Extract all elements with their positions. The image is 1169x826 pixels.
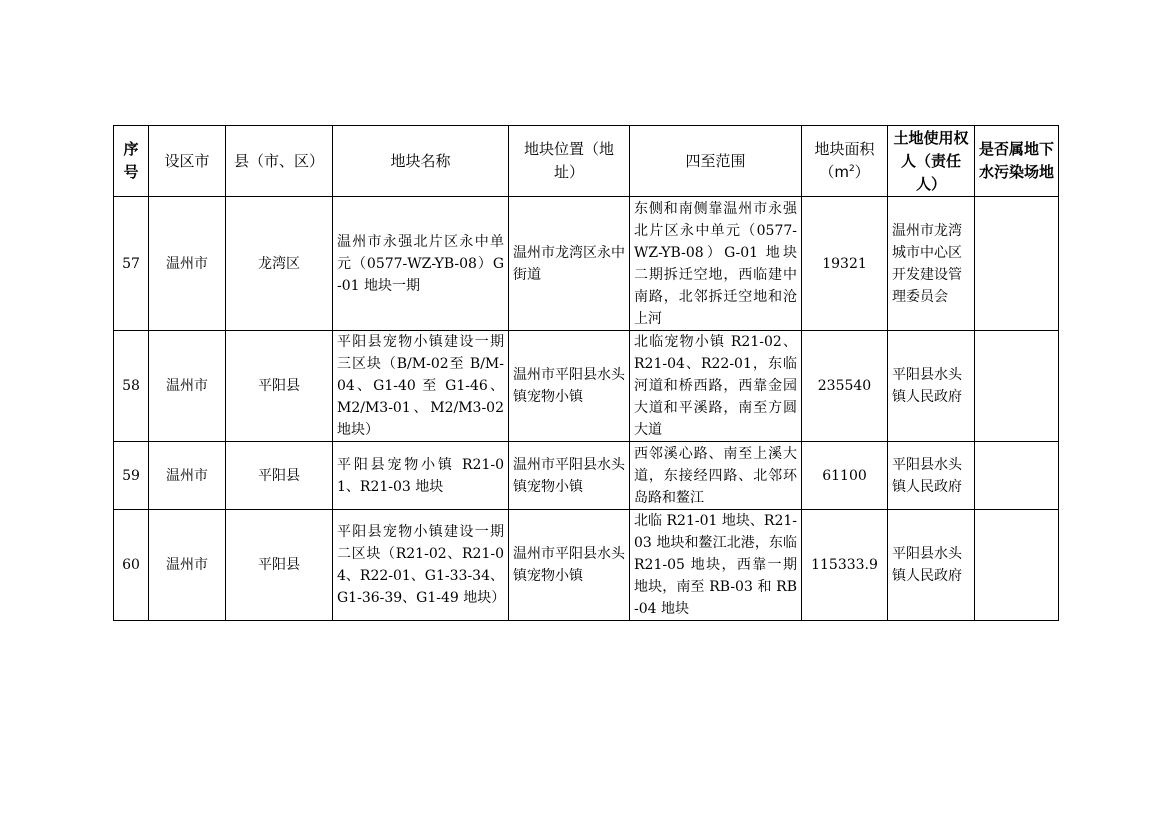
header-county: 县（市、区）	[226, 126, 333, 197]
cell-city: 温州市	[149, 442, 226, 510]
header-area-unit-close: ）	[854, 163, 870, 181]
cell-seq: 60	[114, 510, 149, 621]
cell-plot-location: 温州市龙湾区永中街道	[509, 197, 630, 331]
cell-boundaries: 北临宠物小镇 R21-02、R21-04、R22-01，东临河道和桥西路，西靠金园大道和平溪路，南至方圆大道	[630, 331, 802, 442]
cell-owner: 平阳县水头镇人民政府	[888, 442, 975, 510]
cell-city: 温州市	[149, 510, 226, 621]
cell-plot-location: 温州市平阳县水头镇宠物小镇	[509, 442, 630, 510]
header-seq: 序号	[114, 126, 149, 197]
cell-county: 平阳县	[226, 331, 333, 442]
cell-owner: 平阳县水头镇人民政府	[888, 510, 975, 621]
cell-seq: 59	[114, 442, 149, 510]
header-plot-name: 地块名称	[333, 126, 509, 197]
cell-owner: 平阳县水头镇人民政府	[888, 331, 975, 442]
cell-boundaries: 北临 R21-01 地块、R21-03 地块和鳌江北港，东临 R21-05 地块，西靠一期地块，南至 RB-03 和 RB-04 地块	[630, 510, 802, 621]
cell-boundaries: 东侧和南侧靠温州市永强北片区永中单元（0577-WZ-YB-08）G-01 地块二期拆迁空地，西临建中南路，北邻拆迁空地和沧上河	[630, 197, 802, 331]
header-area	[802, 126, 888, 197]
cell-area: 235540	[802, 331, 888, 442]
table-row	[114, 442, 1059, 510]
cell-city: 温州市	[149, 331, 226, 442]
cell-groundwater	[975, 331, 1059, 442]
cell-city: 温州市	[149, 197, 226, 331]
table-row	[114, 331, 1059, 442]
table-row	[114, 197, 1059, 331]
cell-plot-name: 平阳县宠物小镇 R21-01、R21-03 地块	[333, 442, 509, 510]
cell-county: 龙湾区	[226, 197, 333, 331]
cell-area: 19321	[802, 197, 888, 331]
contaminated-land-table	[113, 125, 1059, 621]
cell-groundwater	[975, 510, 1059, 621]
header-area-unit-open: （m	[819, 163, 849, 181]
cell-county: 平阳县	[226, 510, 333, 621]
cell-plot-name: 温州市永强北片区永中单元（0577-WZ-YB-08）G-01 地块一期	[333, 197, 509, 331]
cell-groundwater	[975, 197, 1059, 331]
table-header-row	[114, 126, 1059, 197]
cell-groundwater	[975, 442, 1059, 510]
header-plot-location: 地块位置（地址）	[509, 126, 630, 197]
table-row	[114, 510, 1059, 621]
cell-area: 115333.9	[802, 510, 888, 621]
header-boundaries: 四至范围	[630, 126, 802, 197]
cell-seq: 57	[114, 197, 149, 331]
cell-boundaries: 西邻溪心路、南至上溪大道，东接经四路、北邻环岛路和鳌江	[630, 442, 802, 510]
header-area-unit-sup: 2	[848, 164, 855, 174]
header-owner: 土地使用权人（责任人）	[888, 126, 975, 197]
header-groundwater: 是否属地下水污染场地	[975, 126, 1059, 197]
cell-owner: 温州市龙湾城市中心区开发建设管理委员会	[888, 197, 975, 331]
cell-plot-location: 温州市平阳县水头镇宠物小镇	[509, 331, 630, 442]
header-city: 设区市	[149, 126, 226, 197]
cell-area: 61100	[802, 442, 888, 510]
cell-plot-location: 温州市平阳县水头镇宠物小镇	[509, 510, 630, 621]
cell-plot-name: 平阳县宠物小镇建设一期三区块（B/M-02至 B/M-04、G1-40 至 G1-46、M2/M3-01、M2/M3-02 地块）	[333, 331, 509, 442]
header-area-label: 地块面积	[814, 140, 875, 158]
cell-county: 平阳县	[226, 442, 333, 510]
cell-plot-name: 平阳县宠物小镇建设一期二区块（R21-02、R21-04、R22-01、G1-33-34、G1-36-39、G1-49 地块）	[333, 510, 509, 621]
cell-seq: 58	[114, 331, 149, 442]
